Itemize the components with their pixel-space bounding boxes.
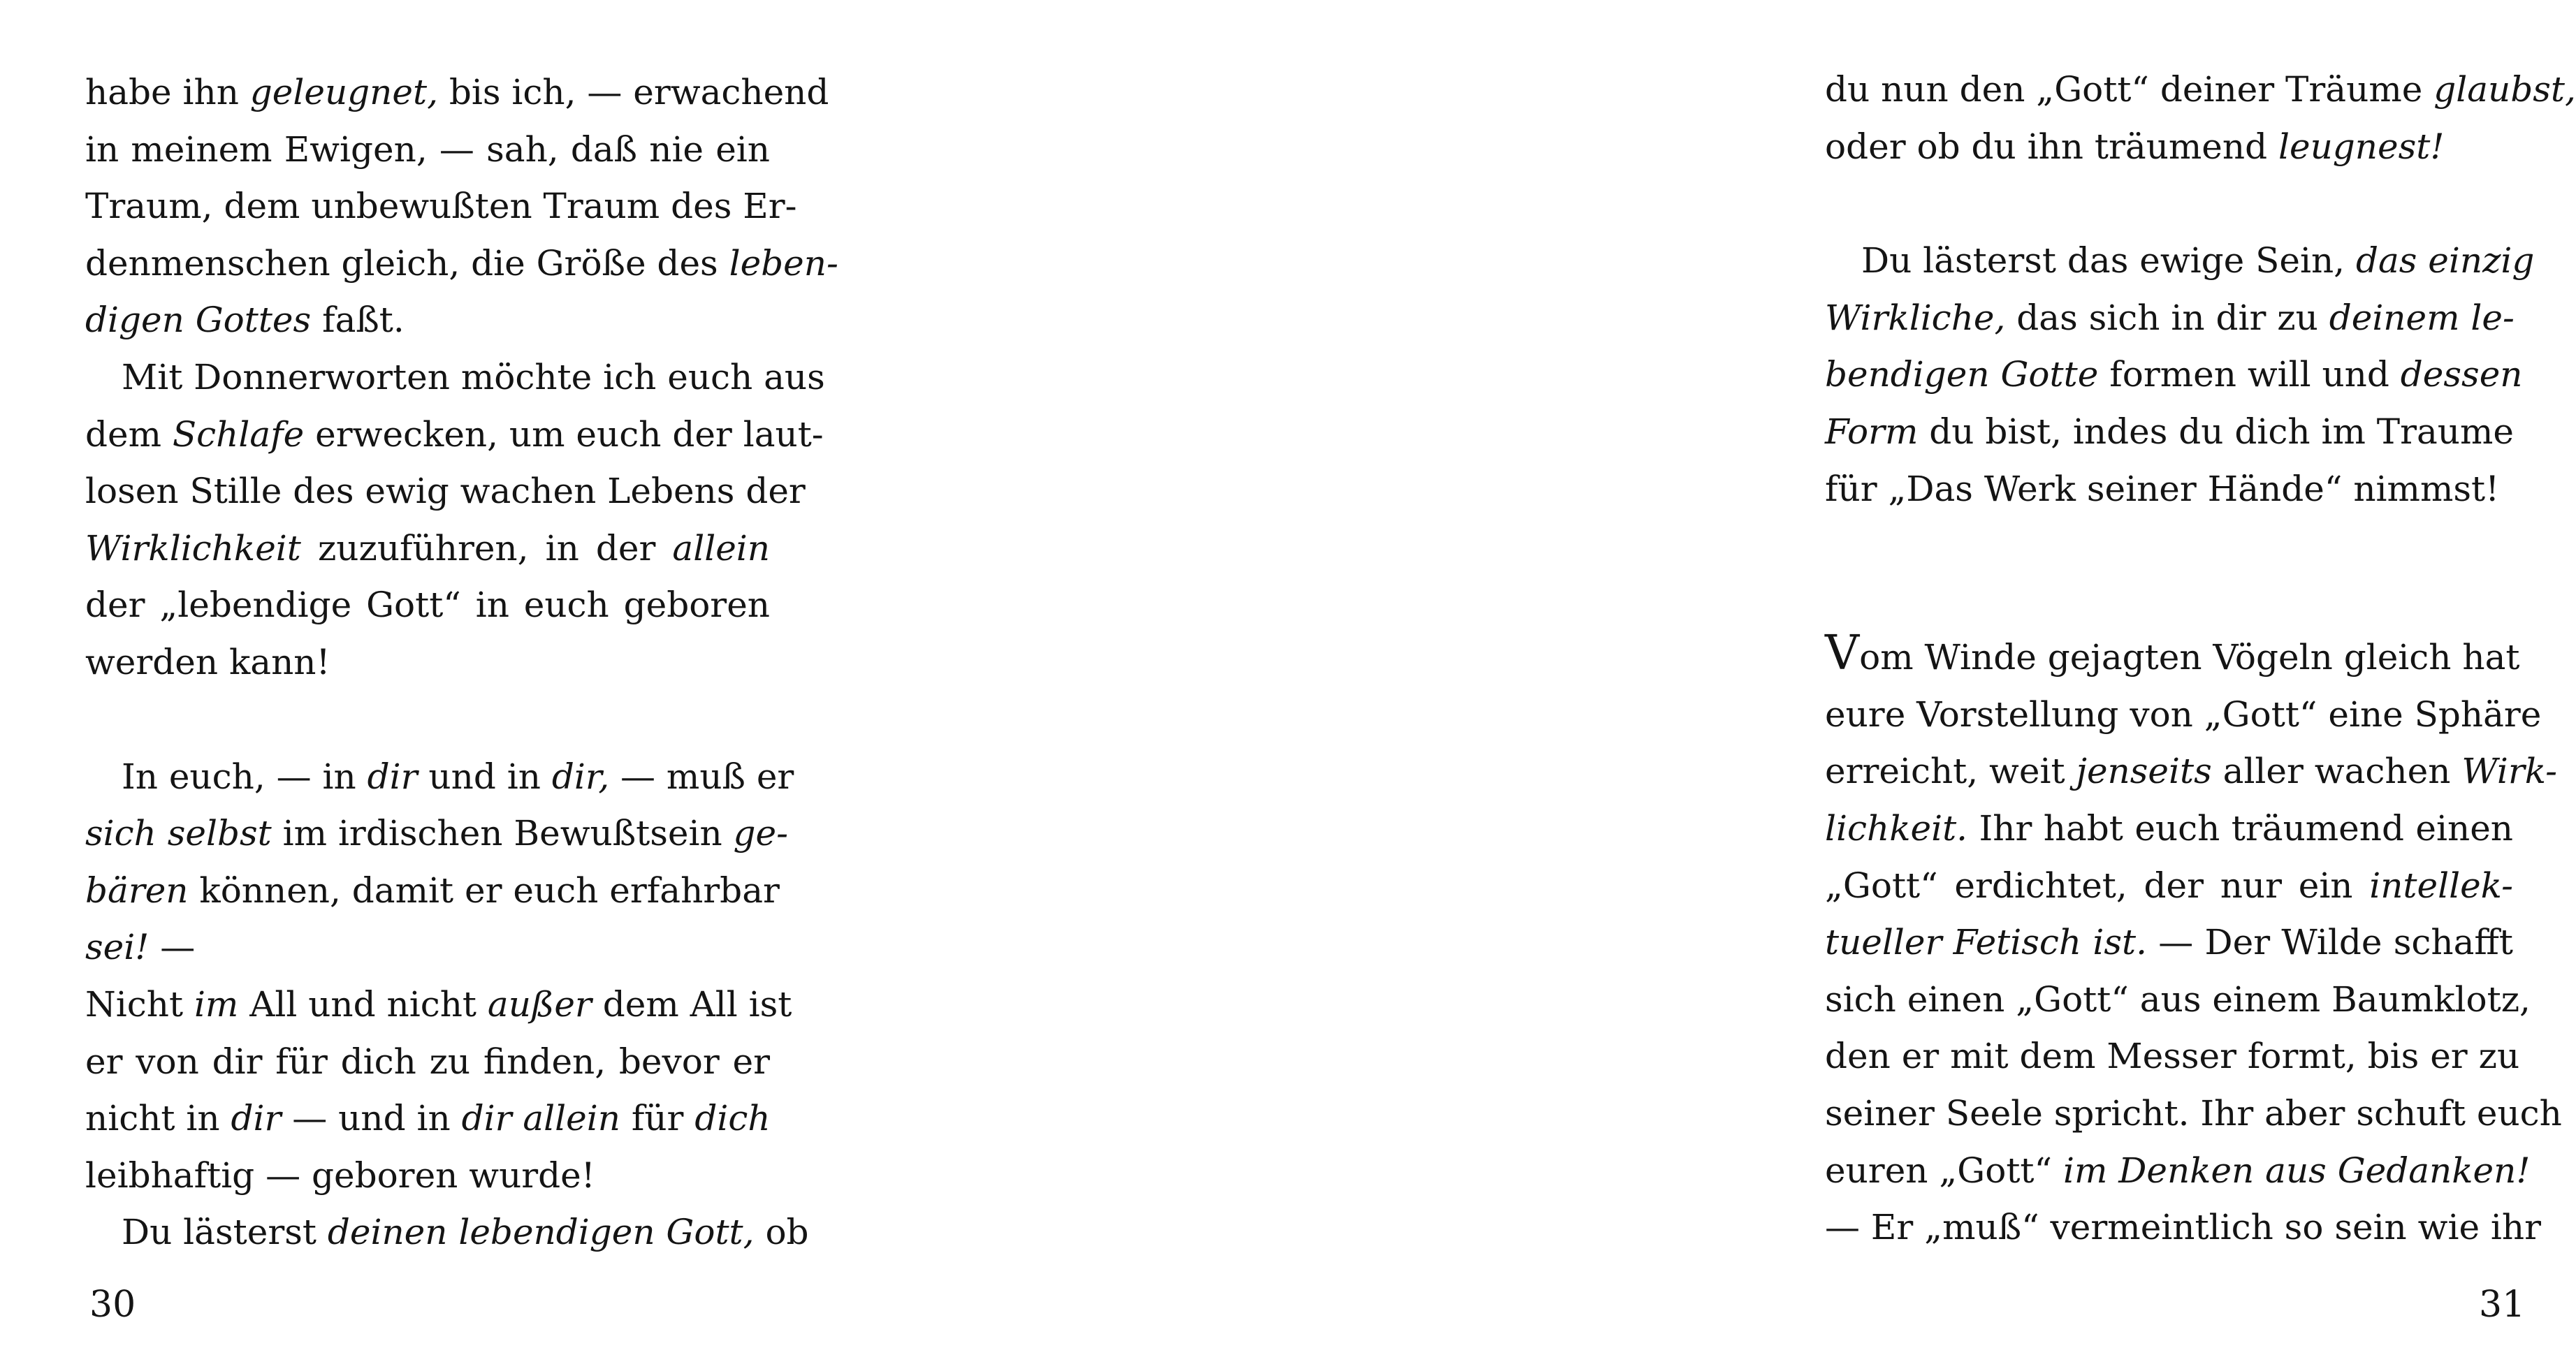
text-run: eure Vorstellung von „Gott“ eine Sphäre	[1825, 694, 2542, 735]
text-line	[85, 64, 829, 122]
text-run: er von dir für dich zu finden, bevor er	[85, 1041, 770, 1082]
emphasis-text: dir allein	[461, 1098, 620, 1139]
text-line	[1825, 1028, 2520, 1085]
emphasis-text: bären	[85, 870, 189, 911]
emphasis-text: dir,	[551, 756, 610, 797]
text-run: du nun den „Gott“ deiner Träume	[1825, 69, 2434, 110]
emphasis-text: dir	[367, 756, 418, 797]
text-run: euren „Gott“	[1825, 1150, 2063, 1191]
emphasis-text: intellek-	[2369, 865, 2513, 906]
text-line	[85, 1034, 770, 1091]
text-line	[1825, 1085, 2562, 1143]
emphasis-text: Wirkliche,	[1825, 297, 2006, 338]
text-line	[1825, 972, 2531, 1029]
text-line	[85, 463, 806, 520]
text-line	[85, 919, 770, 976]
text-run: All und nicht	[238, 983, 488, 1025]
emphasis-text: im	[194, 983, 239, 1025]
left-page	[0, 0, 873, 1355]
text-run: In euch, — in	[122, 756, 368, 797]
emphasis-text: außer	[487, 983, 592, 1025]
text-run: — Der Wilde schafft	[2147, 922, 2513, 963]
text-run: losen Stille des ewig wachen Lebens der	[85, 471, 806, 512]
text-line	[85, 235, 838, 293]
text-line	[85, 178, 797, 235]
text-line	[85, 805, 789, 863]
emphasis-text: Wirk-	[2461, 751, 2558, 792]
text-line	[85, 1090, 770, 1148]
text-line	[1825, 346, 2523, 404]
emphasis-text: allein	[672, 527, 770, 569]
text-run: — Er „muß“ vermeintlich so sein wie ihr	[1825, 1207, 2542, 1248]
text-run: Mit Donnerworten möchte ich euch aus	[122, 356, 825, 397]
text-run: für „Das Werk seiner Hände“ nimmst!	[1825, 468, 2500, 509]
text-run: — und in	[281, 1098, 462, 1139]
text-line	[1825, 61, 2576, 119]
text-run: in meinem Ewigen, — sah, daß nie ein	[85, 129, 770, 170]
text-line	[85, 406, 824, 464]
text-line	[1825, 1199, 2542, 1257]
text-line	[85, 577, 770, 634]
text-line	[85, 122, 770, 179]
text-line	[1825, 461, 2513, 518]
text-line	[1825, 743, 2558, 800]
text-run: und in	[417, 756, 552, 797]
text-line	[1825, 687, 2542, 744]
text-run: — muß er	[609, 756, 794, 797]
text-line	[85, 349, 825, 406]
text-run: erreicht, weit	[1825, 751, 2076, 792]
emphasis-text: ge-	[733, 813, 789, 854]
text-run: leibhaftig — geboren wurde!	[85, 1155, 595, 1196]
emphasis-text: Wirklichkeit	[85, 527, 301, 569]
text-run: dem All ist	[591, 983, 792, 1025]
emphasis-text: bendigen Gotte	[1825, 354, 2099, 395]
text-run: faßt.	[311, 300, 405, 341]
emphasis-text: geleugnet,	[249, 72, 438, 112]
text-line	[85, 1148, 770, 1205]
emphasis-text: lichkeit.	[1825, 807, 1968, 849]
text-run: Traum, dem unbewußten Traum des Er-	[85, 186, 797, 227]
text-run: der „lebendige Gott“ in euch geboren	[85, 585, 770, 626]
emphasis-text: dir	[231, 1098, 282, 1139]
text-run: bis ich, — erwachend	[437, 72, 829, 112]
text-run: sich einen „Gott“ aus einem Baumklotz,	[1825, 979, 2531, 1020]
text-run: dem	[85, 413, 173, 455]
emphasis-text: deinem le-	[2329, 297, 2515, 338]
text-line	[1825, 119, 2513, 176]
text-line	[85, 863, 780, 920]
text-line	[1825, 1143, 2531, 1200]
text-run: habe ihn	[85, 72, 250, 112]
emphasis-text: dessen	[2400, 354, 2523, 395]
text-run: den er mit dem Messer formt, bis er zu	[1825, 1036, 2520, 1077]
text-run: das sich in dir zu	[2005, 297, 2329, 338]
text-line	[1825, 626, 2520, 687]
text-line	[1825, 404, 2513, 461]
text-line	[1825, 914, 2513, 972]
text-line	[85, 520, 770, 578]
text-run: nicht in	[85, 1098, 231, 1139]
text-run: oder ob du ihn träumend	[1825, 126, 2278, 167]
text-run: formen will und	[2098, 354, 2401, 395]
emphasis-text: deinen lebendigen Gott,	[327, 1212, 755, 1253]
text-run: om Winde gejagten Vögeln gleich hat	[1859, 637, 2520, 678]
text-line	[1825, 858, 2513, 915]
text-line	[1825, 233, 2535, 290]
right-page	[873, 0, 2576, 1355]
text-run: können, damit er euch erfahrbar	[188, 870, 780, 911]
left-page-text	[85, 64, 838, 1261]
text-run: du bist, indes du dich im Traume	[1918, 411, 2515, 452]
emphasis-text: sich selbst	[85, 813, 272, 854]
text-line	[85, 976, 792, 1034]
text-run: Ihr habt euch träumend einen	[1967, 807, 2513, 849]
text-line	[85, 292, 770, 349]
right-page-text	[1825, 61, 2576, 1257]
text-run: im irdischen Bewußtsein	[271, 813, 734, 854]
emphasis-text: dich	[694, 1098, 771, 1139]
text-run: denmenschen gleich, die Größe des	[85, 242, 729, 284]
drop-cap: V	[1825, 626, 1860, 682]
emphasis-text: tueller Fetisch ist.	[1825, 922, 2148, 963]
emphasis-text: digen Gottes	[85, 300, 312, 341]
text-run: Nicht	[85, 983, 194, 1025]
emphasis-text: jenseits	[2076, 751, 2212, 792]
text-line	[85, 634, 770, 691]
text-line	[85, 1204, 809, 1261]
text-line	[1825, 800, 2513, 858]
emphasis-text: leugnest!	[2278, 126, 2445, 167]
text-run: Du lästerst das ewige Sein,	[1861, 240, 2356, 281]
text-run: seiner Seele spricht. Ihr aber schuft euch	[1825, 1092, 2562, 1134]
text-line	[85, 749, 794, 806]
emphasis-text: im Denken aus Gedanken!	[2062, 1150, 2531, 1191]
text-line	[1825, 290, 2513, 347]
text-run: „Gott“ erdichtet, der nur ein	[1825, 865, 2370, 906]
text-run: Du lästerst	[122, 1212, 328, 1253]
emphasis-text: Form	[1825, 411, 1919, 452]
page-number: 31	[2479, 1284, 2526, 1326]
text-run: ob	[754, 1212, 809, 1253]
page-number: 30	[89, 1284, 136, 1326]
emphasis-text: Schlafe	[172, 413, 305, 455]
text-run: aller wachen	[2211, 751, 2462, 792]
text-run: —	[149, 927, 196, 968]
text-run: werden kann!	[85, 641, 330, 682]
emphasis-text: leben-	[729, 242, 838, 284]
emphasis-text: das einzig	[2355, 240, 2535, 281]
text-run: zuzuführen, in der	[300, 527, 673, 569]
text-run: erwecken, um euch der laut-	[304, 413, 824, 455]
emphasis-text: sei!	[85, 927, 150, 968]
text-run: für	[620, 1098, 695, 1139]
emphasis-text: glaubst,	[2433, 69, 2576, 110]
